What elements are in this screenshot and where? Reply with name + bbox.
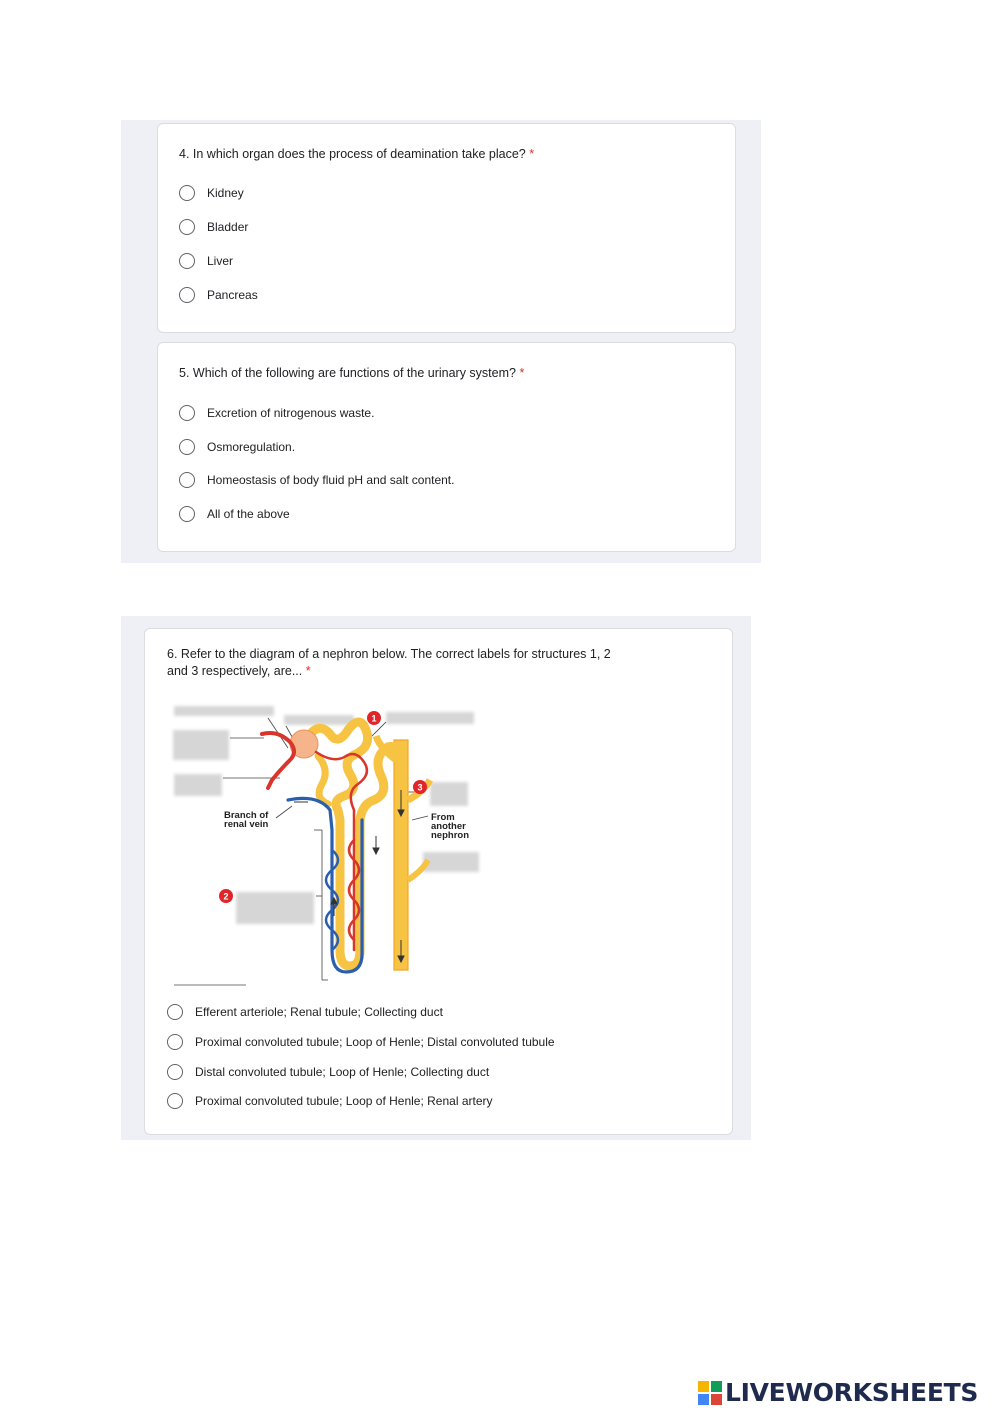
radio-button[interactable] — [167, 1093, 183, 1109]
copyright-text — [174, 984, 246, 986]
radio-button[interactable] — [167, 1004, 183, 1020]
option-label: Bladder — [207, 220, 249, 234]
option-label: Liver — [207, 254, 234, 268]
question-title: 5. Which of the following are functions of the urinary system? * — [179, 366, 525, 380]
question-card-5 — [157, 342, 736, 552]
radio-option-c[interactable] — [167, 1062, 489, 1082]
liveworksheets-logo-icon — [698, 1381, 722, 1405]
marker-3 — [413, 780, 427, 794]
nephron-diagram — [168, 700, 490, 992]
option-label: Proximal convoluted tubule; Loop of Henle; Renal artery — [195, 1094, 493, 1108]
radio-option-kidney[interactable] — [179, 183, 244, 203]
option-label: Distal convoluted tubule; Loop of Henle; Collecting duct — [195, 1065, 490, 1079]
radio-button[interactable] — [179, 472, 195, 488]
radio-button[interactable] — [179, 405, 195, 421]
marker-1 — [367, 711, 381, 725]
question-card-4 — [157, 123, 736, 333]
label-renal-vein-line2: renal vein — [224, 819, 269, 830]
radio-button[interactable] — [179, 185, 195, 201]
svg-text:3: 3 — [417, 782, 423, 793]
radio-button[interactable] — [179, 439, 195, 455]
option-label: Pancreas — [207, 288, 258, 302]
radio-option-liver[interactable] — [179, 251, 233, 271]
option-label: Osmoregulation. — [207, 440, 296, 454]
radio-button[interactable] — [167, 1034, 183, 1050]
watermark-text: LIVEWORKSHEETS — [725, 1378, 979, 1407]
radio-button[interactable] — [179, 219, 195, 235]
option-label: Excretion of nitrogenous waste. — [207, 406, 375, 420]
marker-2 — [219, 889, 233, 903]
radio-option-bladder[interactable] — [179, 217, 248, 237]
required-asterisk: * — [305, 664, 311, 678]
label-from-line3: nephron — [431, 830, 469, 841]
required-asterisk: * — [529, 147, 535, 161]
option-label: Kidney — [207, 186, 244, 200]
option-label: Efferent arteriole; Renal tubule; Collecting duct — [195, 1005, 443, 1019]
radio-button[interactable] — [167, 1064, 183, 1080]
radio-option-b[interactable] — [167, 1032, 555, 1052]
question-title: 4. In which organ does the process of deamination take place? * — [179, 147, 535, 161]
label-from-another-nephron: From — [431, 812, 455, 823]
radio-option-excretion[interactable] — [179, 403, 374, 423]
label-from-line2: another — [431, 821, 466, 832]
radio-option-d[interactable] — [167, 1091, 493, 1111]
radio-option-a[interactable] — [167, 1002, 443, 1022]
required-asterisk: * — [519, 366, 525, 380]
radio-button[interactable] — [179, 287, 195, 303]
radio-button[interactable] — [179, 253, 195, 269]
radio-button[interactable] — [179, 506, 195, 522]
label-branch-of-renal-vein: Branch of — [224, 810, 269, 821]
radio-option-all[interactable] — [179, 504, 290, 524]
svg-text:1: 1 — [371, 713, 377, 724]
option-label: Homeostasis of body fluid pH and salt content. — [207, 473, 455, 487]
radio-option-osmoregulation[interactable] — [179, 437, 295, 457]
radio-option-homeostasis[interactable] — [179, 470, 454, 490]
question-title: 6. Refer to the diagram of a nephron below. The correct labels for structures 1, 2 and 3 respectively, are... * — [167, 647, 611, 678]
svg-text:2: 2 — [223, 891, 229, 902]
option-label: All of the above — [207, 507, 290, 521]
radio-option-pancreas[interactable] — [179, 285, 258, 305]
liveworksheets-watermark — [698, 1378, 978, 1407]
option-label: Proximal convoluted tubule; Loop of Henle; Distal convoluted tubule — [195, 1035, 555, 1049]
